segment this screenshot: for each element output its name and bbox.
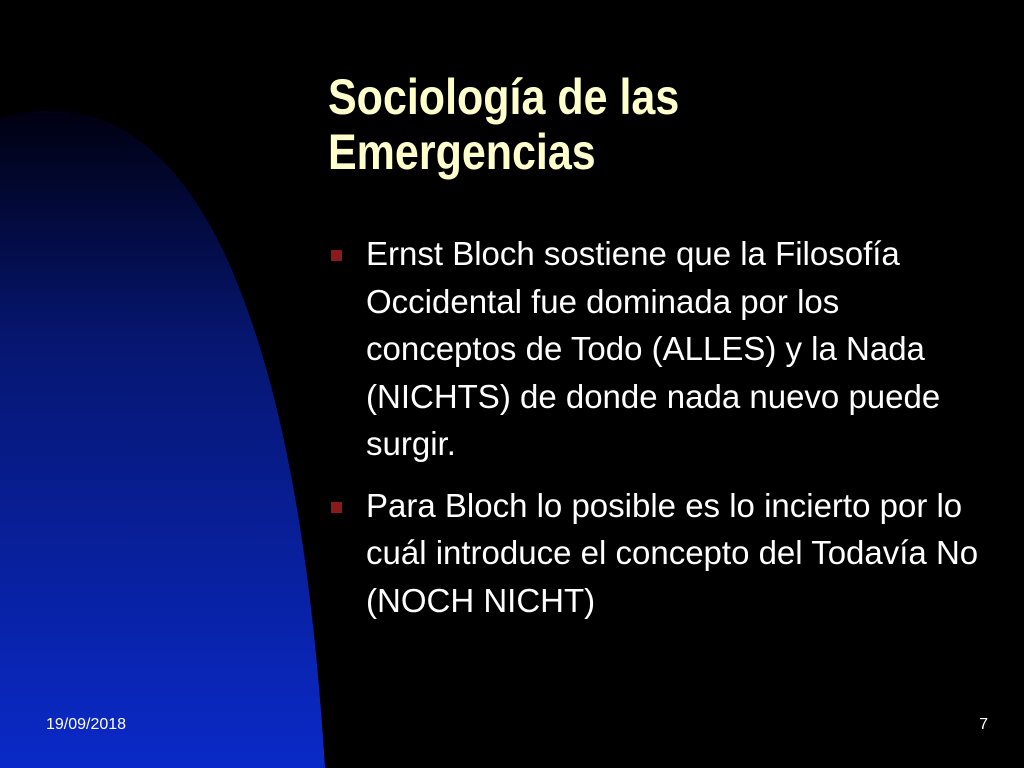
footer-date: 19/09/2018 <box>46 716 127 733</box>
square-bullet-icon <box>331 250 342 261</box>
bullet-list <box>328 230 988 638</box>
square-bullet-icon <box>331 502 342 513</box>
slide-title: Sociología de las Emergencias <box>328 69 680 180</box>
bullet-item <box>328 482 988 625</box>
bullet-item <box>328 230 988 468</box>
bullet-text: Para Bloch lo posible es lo incierto por lo cuál introduce el concepto del Todavía No (NOCH NICHT) <box>366 486 979 619</box>
bullet-text: Ernst Bloch sostiene que la Filosofía Occidental fue dominada por los conceptos de Todo (ALLES) y la Nada (NICHTS) de donde nada nuevo puede surgir. <box>366 235 941 462</box>
page-number: 7 <box>979 716 988 733</box>
